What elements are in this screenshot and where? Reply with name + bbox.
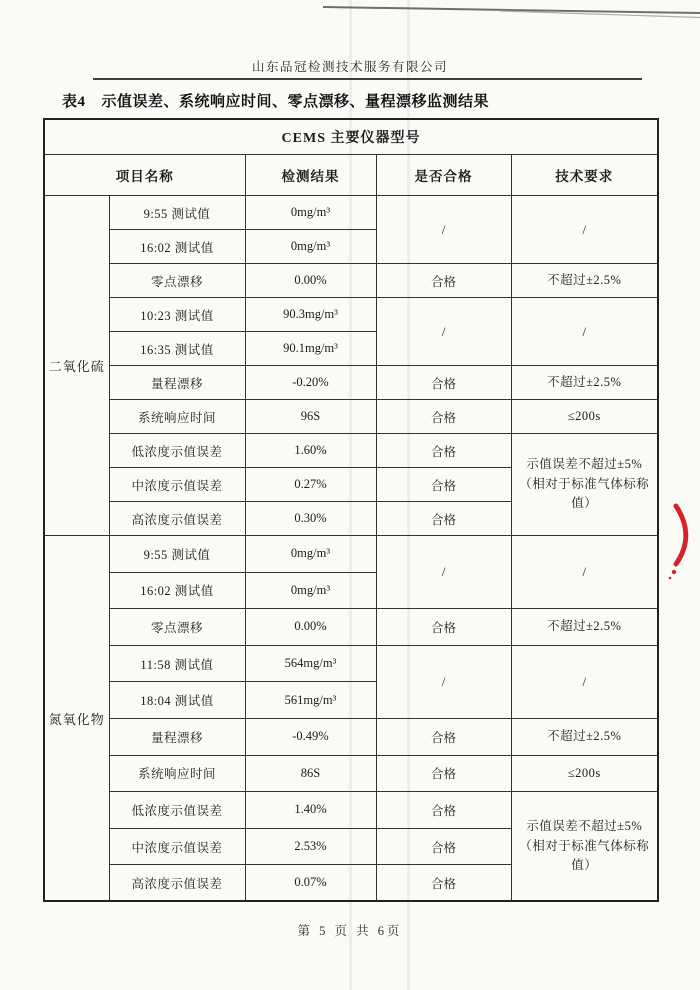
- cell-item-label: 量程漂移: [109, 718, 245, 755]
- group-label-so2: 二氧化硫: [44, 196, 109, 536]
- cell-tech-requirement: 不超过±2.5%: [511, 366, 658, 400]
- cell-item-label: 高浓度示值误差: [109, 865, 245, 902]
- table-row: [44, 298, 658, 332]
- cell-tech-requirement: /: [511, 196, 658, 264]
- scan-edge-line: [0, 0, 700, 26]
- cell-qualified-status: 合格: [376, 366, 511, 400]
- cell-result-value: -0.49%: [245, 718, 376, 755]
- cell-qualified-status: 合格: [376, 828, 511, 865]
- table-row: [44, 755, 658, 792]
- cell-result-value: 0.27%: [245, 468, 376, 502]
- cell-item-label: 低浓度示值误差: [109, 792, 245, 829]
- cell-tech-requirement: ≤200s: [511, 400, 658, 434]
- cell-tech-requirement: 不超过±2.5%: [511, 264, 658, 298]
- cell-tech-requirement: /: [511, 645, 658, 718]
- cell-result-value: -0.20%: [245, 366, 376, 400]
- cell-result-value: 0.07%: [245, 865, 376, 902]
- table-row: [44, 196, 658, 230]
- cell-result-value: 561mg/m³: [245, 682, 376, 719]
- group-label-nox: 氮氧化物: [44, 536, 109, 902]
- cell-qualified-status: 合格: [376, 434, 511, 468]
- col-header-qualified: 是否合格: [376, 155, 511, 196]
- cell-tech-requirement: /: [511, 536, 658, 609]
- table-title-text: 示值误差、系统响应时间、零点漂移、量程漂移监测结果: [101, 94, 490, 110]
- cell-tech-requirement: 示值误差不超过±5%（相对于标准气体标称值）: [511, 792, 658, 902]
- table-row: [44, 400, 658, 434]
- cell-result-value: 0mg/m³: [245, 572, 376, 609]
- cell-qualified-status: 合格: [376, 502, 511, 536]
- cell-item-label: 9:55 测试值: [109, 536, 245, 573]
- cell-result-value: 0.00%: [245, 609, 376, 646]
- cell-qualified-status: /: [376, 536, 511, 609]
- cell-result-value: 2.53%: [245, 828, 376, 865]
- cell-item-label: 零点漂移: [109, 609, 245, 646]
- col-header-result: 检测结果: [245, 155, 376, 196]
- table-row: [44, 645, 658, 682]
- cell-result-value: 86S: [245, 755, 376, 792]
- cell-result-value: 1.40%: [245, 792, 376, 829]
- cell-qualified-status: /: [376, 196, 511, 264]
- cell-result-value: 1.60%: [245, 434, 376, 468]
- cell-item-label: 量程漂移: [109, 366, 245, 400]
- table-number-label: 表4: [62, 94, 86, 110]
- cell-item-label: 零点漂移: [109, 264, 245, 298]
- cell-item-label: 系统响应时间: [109, 400, 245, 434]
- col-header-requirement: 技术要求: [511, 155, 658, 196]
- cell-result-value: 90.1mg/m³: [245, 332, 376, 366]
- cell-item-label: 11:58 测试值: [109, 645, 245, 682]
- cell-qualified-status: 合格: [376, 718, 511, 755]
- cell-qualified-status: 合格: [376, 755, 511, 792]
- cell-qualified-status: 合格: [376, 264, 511, 298]
- cell-item-label: 16:02 测试值: [109, 572, 245, 609]
- cell-qualified-status: 合格: [376, 609, 511, 646]
- cell-item-label: 10:23 测试值: [109, 298, 245, 332]
- cell-result-value: 90.3mg/m³: [245, 298, 376, 332]
- cell-result-value: 0mg/m³: [245, 196, 376, 230]
- scan-bottom-edge: [0, 984, 700, 990]
- table-row: [44, 536, 658, 573]
- cell-result-value: 0.30%: [245, 502, 376, 536]
- cell-item-label: 16:35 测试值: [109, 332, 245, 366]
- cell-item-label: 中浓度示值误差: [109, 828, 245, 865]
- cell-tech-requirement: ≤200s: [511, 755, 658, 792]
- cell-qualified-status: 合格: [376, 865, 511, 902]
- cell-qualified-status: /: [376, 298, 511, 366]
- cell-result-value: 0mg/m³: [245, 230, 376, 264]
- cell-qualified-status: 合格: [376, 400, 511, 434]
- cell-tech-requirement: 不超过±2.5%: [511, 609, 658, 646]
- table-caption: CEMS 主要仪器型号: [44, 119, 658, 155]
- results-table: [43, 118, 659, 902]
- table-row: [44, 718, 658, 755]
- cell-qualified-status: /: [376, 645, 511, 718]
- cell-tech-requirement: 不超过±2.5%: [511, 718, 658, 755]
- cell-tech-requirement: /: [511, 298, 658, 366]
- cell-item-label: 16:02 测试值: [109, 230, 245, 264]
- header-rule: [93, 78, 642, 80]
- cell-qualified-status: 合格: [376, 792, 511, 829]
- cell-result-value: 96S: [245, 400, 376, 434]
- cell-qualified-status: 合格: [376, 468, 511, 502]
- cell-result-value: 0mg/m³: [245, 536, 376, 573]
- cell-tech-requirement: 示值误差不超过±5%（相对于标准气体标称值）: [511, 434, 658, 536]
- company-name: 山东品冠检测技术服务有限公司: [251, 60, 448, 74]
- table-header-row: [44, 155, 658, 196]
- table-row: [44, 264, 658, 298]
- cell-result-value: 0.00%: [245, 264, 376, 298]
- cell-item-label: 高浓度示值误差: [109, 502, 245, 536]
- table-caption-row: [44, 119, 658, 155]
- cell-item-label: 系统响应时间: [109, 755, 245, 792]
- cell-result-value: 564mg/m³: [245, 645, 376, 682]
- page-number-footer: 第 5 页 共 6页: [297, 924, 403, 938]
- cell-item-label: 9:55 测试值: [109, 196, 245, 230]
- table-row: [44, 792, 658, 829]
- cell-item-label: 18:04 测试值: [109, 682, 245, 719]
- table-row: [44, 609, 658, 646]
- cell-item-label: 低浓度示值误差: [109, 434, 245, 468]
- page-title: [62, 90, 489, 111]
- cell-item-label: 中浓度示值误差: [109, 468, 245, 502]
- red-stamp-arc-mark: [662, 498, 698, 586]
- table-row: [44, 434, 658, 468]
- col-header-item-name: 项目名称: [44, 155, 245, 196]
- table-row: [44, 366, 658, 400]
